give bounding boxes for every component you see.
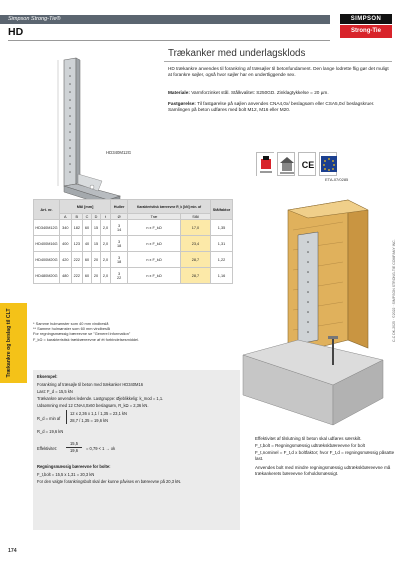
cell: 15 [91,220,100,236]
rd-line-1: 12 x 2,36 x 1,1 / 1,35 = 23,1 kN [70,411,128,416]
eta-number: ETA-07/0285 [325,177,349,182]
cell-holes-a: 3 [118,255,121,260]
product-image [42,56,152,216]
cell-holes-a: 3 [118,223,121,228]
bolt-title-text: Regningsmæssig bæreevne for bolte: [37,464,111,469]
cell: n x F_kΩ [128,236,181,252]
rd-line-2: 28,7 / 1,35 = 19,6 kN [70,418,109,423]
cell-holes [111,268,128,284]
note: For regningsmæssig bæreevne se "Generel information" [33,331,131,337]
cell: n x F_kΩ [128,268,181,284]
table-row [34,236,233,252]
right-text: F_t,nominel = F_t,d x boltfaktor; hvor F_t,d = regningsmæssig påsatte last. [255,450,395,461]
cell: 28,7 [180,252,210,268]
side-tab [0,303,27,383]
cell-art: HD480M20G [34,268,60,284]
cell: 60 [83,268,92,284]
spec-table [33,199,233,284]
note: F_kΩ = karakteristisk trækbæreevne af ét forbindelsesmiddel. [33,336,140,342]
sub-c: C [83,214,92,220]
logo-simpson: SIMPSON [340,14,392,24]
sub-steel: Stål [180,214,210,220]
sub-d: D [91,214,100,220]
title-divider [164,61,392,62]
cell-holes [111,252,128,268]
product-code: HD [8,26,24,38]
cell-holes-b: 22 [117,275,122,280]
cell: 17,0 [180,220,210,236]
eff-fraction [66,441,82,454]
page-number: 174 [8,548,17,554]
cell: 1,22 [211,252,233,268]
product-label: HD340M12G [106,150,132,155]
table-row [34,268,233,284]
sub-b: B [71,214,83,220]
sub-t: t [100,214,110,220]
cell: 60 [83,220,92,236]
installation-illustration [238,190,388,430]
ce-icon [298,152,316,176]
cell: n x F_kΩ [128,252,181,268]
intro-text: HD trækankre anvendes til forankring af træsøjler til betonfundament. Den lange lodrette flig gør det muligt at forankre søjler, også hvor søjler har en undertliggende sex. [168,66,389,78]
cell: 15 [91,236,100,252]
example-title-text: Eksempel: [37,374,58,379]
cell: 400 [60,236,72,252]
header-art: Art. nr. [34,200,60,220]
cell: 2,0 [100,268,110,284]
cell-art: HD400M20G [34,252,60,268]
cell: 182 [71,220,83,236]
eff-result: = 0,79 < 1 → ok [86,446,116,451]
material-text [168,90,390,96]
cell: 123 [71,236,83,252]
ce-mark: CE [301,160,315,170]
example-line: Trækankre anvendes ledende. Lastgruppe: Øjeblikkelig: k_mod = 1,1. [37,396,164,401]
table-row [34,252,233,268]
right-text: Anvendes bolt med mindre regningsmæssig udtrækskbæreevne må trækankerets bæreevne forholdsmæssigt. [255,465,391,476]
example-title [37,374,57,379]
cell: 20 [91,252,100,268]
header-dimensions: Mål [mm] [60,200,111,214]
logo-strongtie: Strong-Tie [340,25,392,38]
table-row [34,220,233,236]
cell: 222 [71,252,83,268]
fastening-text [168,101,390,113]
header-holes: Huller [111,200,128,214]
right-text: F_t,bolt = Regningsmæssig udtrækskbæreevne for bolt [255,443,365,448]
fire-cert-icon [256,152,274,176]
example-line: Last: F_d = 15,5 kN [37,389,73,394]
sub-wood: Træ [128,214,181,220]
cell: 1,31 [211,236,233,252]
sub-d-hole: Ø [111,214,128,220]
cell: 1,35 [211,220,233,236]
note: * Samme hulmønster som 40 mm vindbeslå [33,321,109,326]
cell-holes-b: 14 [117,227,122,232]
side-tab-label: Trækankre og beslag til CLT [6,308,12,378]
rd-result: R_d = 19,6 kN [37,429,64,434]
bolt-title [37,464,110,469]
cell: 20 [91,268,100,284]
table-notes [33,321,139,342]
example-line: Forankring af træsøjle til beton med trækanker HD340M16 [37,382,144,387]
cell: 28,7 [180,268,210,284]
eff-numerator: 15,5 [66,441,82,448]
fastening-value: Til fastgørelse på søjlen anvendes CNA4,0x/ beslagsøm eller CSA5,0x/ beslagskruer. Samlingen på beton udføres med bolt M12, M16 eller M20. [168,101,375,113]
section-title: Trækanker med underlagsklods [168,48,306,59]
rd-bracket [66,410,127,424]
cell: 2,0 [100,252,110,268]
header-factor: Stålfaktor [211,200,233,220]
material-label: Materiale: [168,90,190,95]
cell: 60 [83,252,92,268]
fastening-label: Fastgørelse: [168,101,196,106]
bolt-line: For den valgte forankringsbolt skal der kunne påvises en bæreevne på 20,3 kN. [37,479,182,484]
bolt-line: F_t,bolt = 15,5 x 1,31 = 20,3 kN [37,472,95,477]
eff-label: Effektivitet: [37,446,57,451]
eta-icon [319,152,337,176]
sub-a: A [60,214,72,220]
simpson-logo [340,14,392,40]
cell-art: HD340M12G [34,220,60,236]
cell: 1,16 [211,268,233,284]
cell: n x F_kΩ [128,220,181,236]
building-cert-icon [277,152,295,176]
cell: 23,4 [180,236,210,252]
brand-bar-text: Simpson Strong-Tie® [8,16,61,22]
example-box [33,370,240,530]
cell-holes [111,220,128,236]
cell-holes-a: 3 [118,239,121,244]
cell-art: HD400M16G [34,236,60,252]
cell: 2,0 [100,236,110,252]
header-capacity: Karakteristisk bæreevne R_k [kN] min. af [128,200,211,214]
cell: 420 [60,252,72,268]
eff-denominator: 19,6 [70,448,78,453]
cell: 40 [83,236,92,252]
note: ** Samme hulmønster som 60 mm vindbeslå [33,326,110,332]
cell-holes-b: 18 [117,243,122,248]
right-text: Effektivitet af tilslutning til beton skal udføres særskilt. [255,436,362,441]
cell: 222 [71,268,83,284]
cell-holes [111,236,128,252]
vertical-copyright: C-C DK-2025 · ©2022 · SIMPSON STRONG-TIE COMPANY INC. [392,239,396,342]
example-line: Udsømning med 12 CNA4,0x60 beslagsøm, R_kΩ = 2,36 kN. [37,403,149,408]
cell: 340 [60,220,72,236]
header-divider [8,40,330,41]
cell: 480 [60,268,72,284]
brand-bar [0,15,330,24]
cell-holes-b: 18 [117,259,122,264]
cell-holes-a: 3 [118,271,121,276]
cell: 2,0 [100,220,110,236]
material-value: Varmforzinket stål. Stålkvalitet: S250GD. Zinklagtykkelse = 20 µm. [189,90,329,95]
rd-label: R_d = min af [37,416,61,421]
